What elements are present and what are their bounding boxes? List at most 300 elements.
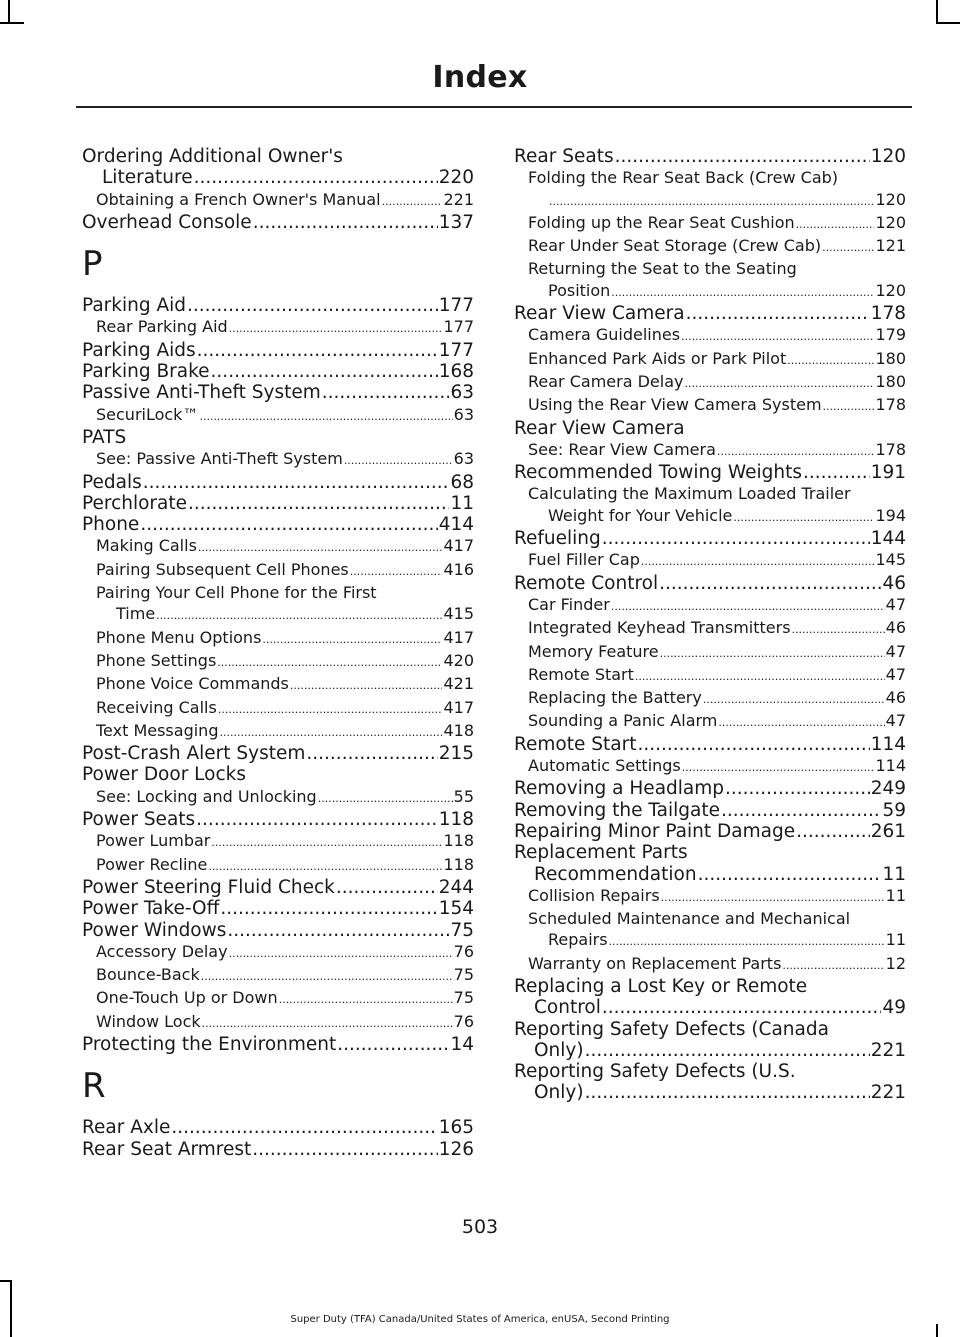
entry-title: Rear Axle [82, 1117, 171, 1139]
entry-title: Replacing a Lost Key or Remote [514, 975, 808, 997]
page-ref: 11 [882, 863, 906, 885]
header-rule [76, 106, 912, 108]
page-ref: 49 [882, 997, 906, 1019]
index-subentry [514, 549, 906, 572]
entry-title: Protecting the Environment [82, 1033, 337, 1055]
entry-title: Power Steering Fluid Check [82, 876, 335, 898]
entry-title: Using the Rear View Camera System [528, 395, 822, 415]
entry-row [514, 212, 906, 235]
entry-title: Rear Under Seat Storage (Crew Cab) [528, 236, 822, 256]
entry-title-continued: Weight for Your Vehicle [548, 505, 733, 525]
dot-leader [822, 237, 874, 258]
entry-title: Removing a Headlamp [514, 778, 725, 800]
entry-title: Bounce-Back [96, 965, 200, 985]
crop-mark [936, 22, 960, 24]
page-ref: 178 [875, 439, 906, 459]
entry-title: Text Messaging [96, 720, 219, 740]
entry-row [514, 929, 906, 952]
entry-title: Memory Feature [528, 641, 659, 661]
dot-leader [703, 689, 885, 710]
entry-row [514, 303, 906, 324]
index-entry [514, 976, 906, 1019]
footer-text: Super Duty (TFA) Canada/United States of America, enUSA, Second Printing [290, 1314, 670, 1325]
page-ref: 221 [870, 1082, 906, 1104]
index-subentry [82, 941, 474, 964]
index-subentry [514, 439, 906, 462]
entry-row [82, 720, 474, 743]
index-column-right [514, 146, 906, 1104]
entry-title-continued: Position [548, 280, 611, 300]
dot-leader [611, 596, 885, 617]
entry-title: Parking Aid [82, 295, 187, 317]
index-entry [82, 1117, 474, 1138]
dot-leader [615, 146, 870, 167]
dot-leader [199, 406, 452, 427]
dot-leader [635, 666, 885, 687]
entry-row [514, 1040, 906, 1061]
entry-row [514, 528, 906, 549]
page-ref: 177 [438, 339, 474, 361]
entry-row [82, 830, 474, 853]
dot-leader [681, 326, 874, 347]
dot-leader [682, 757, 875, 778]
entry-title: Remote Control [514, 572, 659, 594]
entry-title: Rear View Camera [514, 303, 685, 325]
dot-leader [229, 318, 443, 339]
entry-row [82, 1034, 474, 1055]
dot-leader [196, 809, 438, 830]
entry-row [82, 743, 474, 764]
entry-row [82, 448, 474, 471]
entry-title: Camera Guidelines [528, 325, 681, 345]
index-subentry [82, 854, 474, 877]
entry-title: Power Seats [82, 809, 196, 831]
index-entry [82, 361, 474, 382]
index-subentry [514, 594, 906, 617]
entry-row [82, 854, 474, 877]
entry-title: Replacement Parts [514, 842, 688, 864]
dot-leader [787, 350, 874, 371]
dot-leader [253, 212, 438, 233]
entry-row [82, 809, 474, 830]
page-ref: 221 [443, 189, 474, 209]
dot-leader [227, 920, 449, 941]
entry-row [514, 821, 906, 842]
entry-title: Refueling [514, 528, 601, 550]
entry-title: Remote Start [514, 733, 637, 755]
entry-title: Automatic Settings [528, 756, 681, 776]
entry-title: Phone Voice Commands [96, 674, 289, 694]
index-subentry [514, 235, 906, 258]
entry-row [82, 559, 474, 582]
index-subentry [514, 394, 906, 417]
dot-leader [252, 1139, 437, 1160]
dot-leader [609, 931, 885, 952]
index-entry [82, 146, 474, 189]
entry-title: Remote Start [528, 664, 634, 684]
dot-leader [796, 821, 870, 842]
entry-title: Perchlorate [82, 492, 188, 514]
index-subentry [82, 627, 474, 650]
dot-leader [318, 788, 453, 809]
page-ref: 416 [443, 559, 474, 579]
entry-row [82, 361, 474, 382]
entry-row [82, 941, 474, 964]
index-entry [514, 1019, 906, 1062]
dot-leader [220, 898, 437, 919]
dot-leader [219, 722, 442, 743]
page-ref: 137 [438, 211, 474, 233]
entry-row [82, 898, 474, 919]
page-ref: 47 [885, 711, 906, 731]
index-entry [82, 877, 474, 898]
entry-title: Folding the Rear Seat Back (Crew Cab) [528, 168, 839, 188]
page-ref: 261 [870, 820, 906, 842]
entry-row [82, 1011, 474, 1034]
page-ref: 63 [453, 449, 474, 469]
entry-row [82, 493, 474, 514]
entry-title: Pairing Your Cell Phone for the First [96, 583, 377, 603]
index-subentry [514, 348, 906, 371]
index-subentry [514, 908, 906, 953]
entry-row [514, 146, 906, 167]
page-ref: 179 [875, 325, 906, 345]
page-ref: 114 [875, 756, 906, 776]
section-letter: R [82, 1066, 106, 1107]
page-ref: 75 [453, 988, 474, 1008]
entry-title: Receiving Calls [96, 697, 217, 717]
entry-title: Accessory Delay [96, 941, 228, 961]
page-ref: 63 [453, 404, 474, 424]
entry-row [514, 594, 906, 617]
page-ref: 47 [885, 594, 906, 614]
dot-leader [217, 652, 442, 673]
index-entry [514, 418, 906, 439]
page-ref: 180 [875, 371, 906, 391]
entry-row [514, 1082, 906, 1103]
entry-title: Pairing Subsequent Cell Phones [96, 559, 349, 579]
entry-row [514, 371, 906, 394]
index-subentry [82, 830, 474, 853]
index-column-left [82, 146, 474, 1160]
page-ref: 145 [875, 550, 906, 570]
page-ref: 144 [870, 528, 906, 550]
index-entry [82, 340, 474, 361]
index-entry [514, 462, 906, 483]
page-ref: 420 [443, 650, 474, 670]
dot-leader [336, 877, 438, 898]
dot-leader [197, 340, 438, 361]
entry-title: Collision Repairs [528, 885, 660, 905]
entry-title: Obtaining a French Owner's Manual [96, 189, 381, 209]
entry-row [514, 885, 906, 908]
dot-leader [279, 989, 453, 1010]
index-subentry [514, 258, 906, 303]
index-entry [82, 764, 474, 785]
dot-leader [796, 214, 875, 235]
index-subentry [514, 324, 906, 347]
entry-title: Repairing Minor Paint Damage [514, 820, 796, 842]
dot-leader [187, 295, 438, 316]
entry-row [82, 189, 474, 212]
dot-leader [721, 800, 881, 821]
entry-title: Overhead Console [82, 211, 252, 233]
index-entry [514, 573, 906, 594]
index-subentry [514, 885, 906, 908]
index-entry [514, 146, 906, 167]
dot-leader [602, 528, 870, 549]
entry-row [82, 295, 474, 316]
index-subentry [82, 448, 474, 471]
entry-row [514, 953, 906, 976]
page-ref: 180 [875, 348, 906, 368]
dot-leader [717, 441, 875, 462]
page-ref: 14 [450, 1033, 474, 1055]
entry-row [82, 1117, 474, 1138]
page-ref: 120 [875, 280, 906, 300]
entry-title: Fuel Filler Cap [528, 550, 640, 570]
entry-row [82, 472, 474, 493]
entry-title: One-Touch Up or Down [96, 988, 278, 1008]
dot-leader [211, 832, 442, 853]
page-title: Index [432, 60, 528, 95]
entry-title: See: Locking and Unlocking [96, 786, 317, 806]
index-subentry [514, 167, 906, 212]
page-ref: 120 [875, 189, 906, 209]
entry-row [514, 348, 906, 371]
entry-title: PATS [82, 426, 127, 448]
dot-leader [718, 712, 884, 733]
page-ref: 417 [443, 536, 474, 556]
index-subentry [82, 582, 474, 627]
dot-leader [733, 507, 874, 528]
entry-row [514, 394, 906, 417]
page-ref: 120 [870, 146, 906, 167]
index-entry [514, 1061, 906, 1104]
entry-row [514, 710, 906, 733]
dot-leader [602, 997, 882, 1018]
entry-title: Removing the Tailgate [514, 799, 720, 821]
entry-row [514, 687, 906, 710]
index-entry [82, 809, 474, 830]
entry-title: Rear View Camera [514, 417, 685, 439]
index-entry [82, 382, 474, 403]
index-subentry [514, 617, 906, 640]
index-subentry [514, 641, 906, 664]
entry-row [514, 189, 906, 212]
section-letter: P [82, 244, 103, 285]
entry-title: Making Calls [96, 536, 197, 556]
page-ref: 418 [443, 720, 474, 740]
page-ref: 11 [885, 930, 906, 950]
index-entry [82, 427, 474, 448]
dot-leader [684, 373, 874, 394]
dot-leader [344, 450, 453, 471]
entry-title: Scheduled Maintenance and Mechanical [528, 909, 851, 929]
entry-title: Returning the Seat to the Seating [528, 259, 797, 279]
entry-title: Phone [82, 514, 140, 536]
dot-leader [322, 382, 450, 403]
page-ref: 118 [443, 854, 474, 874]
entry-title: Reporting Safety Defects (U.S. [514, 1061, 796, 1083]
index-entry [514, 821, 906, 842]
dot-leader [218, 699, 443, 720]
entry-row [514, 997, 906, 1018]
page-ref: 46 [885, 618, 906, 638]
entry-title: Replacing the Battery [528, 688, 702, 708]
entry-title-continued: Recommendation [534, 863, 697, 885]
page-ref: 11 [450, 492, 474, 514]
entry-title-continued: Repairs [548, 930, 608, 950]
dot-leader [823, 396, 875, 417]
index-subentry [82, 964, 474, 987]
index-subentry [82, 673, 474, 696]
entry-row [514, 573, 906, 594]
index-subentry [82, 720, 474, 743]
dot-leader [229, 943, 453, 964]
entry-title-continued: Only) [534, 1039, 584, 1061]
dot-leader [661, 887, 885, 908]
page-ref: 120 [875, 212, 906, 232]
crop-mark [936, 0, 938, 24]
entry-title: Pedals [82, 471, 142, 493]
page-ref: 168 [438, 361, 474, 383]
entry-row [82, 650, 474, 673]
page-ref: 75 [453, 965, 474, 985]
page-ref: 421 [443, 674, 474, 694]
entry-title: Parking Brake [82, 361, 210, 383]
entry-title-continued: Literature [102, 167, 193, 189]
page-ref: 414 [438, 514, 474, 536]
entry-title: Phone Menu Options [96, 627, 262, 647]
page-ref: 154 [438, 898, 474, 920]
index-subentry [82, 535, 474, 558]
index-entry [82, 212, 474, 233]
dot-leader [202, 1013, 453, 1034]
entry-row [514, 864, 906, 885]
dot-leader [171, 1117, 437, 1138]
page-ref: 46 [885, 688, 906, 708]
entry-row [82, 964, 474, 987]
entry-row [82, 627, 474, 650]
entry-title: Parking Aids [82, 339, 196, 361]
entry-title: Window Lock [96, 1011, 201, 1031]
page-ref: 47 [885, 641, 906, 661]
page-ref: 177 [443, 317, 474, 337]
crop-mark [8, 0, 10, 24]
page-ref: 415 [443, 604, 474, 624]
entry-row [82, 316, 474, 339]
page-ref: 75 [450, 919, 474, 941]
entry-title: Rear Seat Armrest [82, 1138, 252, 1160]
page-ref: 194 [875, 505, 906, 525]
page-ref: 76 [453, 1011, 474, 1031]
entry-title: Warranty on Replacement Parts [528, 953, 782, 973]
page-ref: 177 [438, 295, 474, 317]
page-ref: 12 [885, 953, 906, 973]
page-ref: 417 [443, 697, 474, 717]
entry-row [82, 673, 474, 696]
entry-row [82, 167, 474, 188]
page-ref: 249 [870, 778, 906, 800]
index-entry [82, 898, 474, 919]
entry-title: Post-Crash Alert System [82, 743, 306, 765]
index-subentry [82, 189, 474, 212]
index-entry [82, 920, 474, 941]
crop-mark [0, 1280, 12, 1282]
index-subentry [514, 755, 906, 778]
page-ref: 221 [870, 1039, 906, 1061]
dot-leader [585, 1040, 870, 1061]
index-subentry [514, 483, 906, 528]
entry-title-continued: Time [116, 604, 156, 624]
entry-title: Integrated Keyhead Transmitters [528, 618, 791, 638]
entry-row [514, 617, 906, 640]
page-ref: 178 [870, 303, 906, 325]
page-ref: 63 [450, 382, 474, 404]
entry-row [82, 382, 474, 403]
dot-leader [201, 966, 453, 987]
page-ref: 59 [882, 799, 906, 821]
entry-title: See: Rear View Camera [528, 439, 716, 459]
entry-row [514, 549, 906, 572]
page-ref: 55 [453, 786, 474, 806]
dot-leader [194, 167, 438, 188]
index-entry [82, 743, 474, 764]
entry-title: Rear Camera Delay [528, 371, 684, 391]
entry-title: Reporting Safety Defects (Canada [514, 1018, 829, 1040]
dot-leader [698, 864, 882, 885]
entry-title: Calculating the Maximum Loaded Trailer [528, 484, 851, 504]
index-subentry [514, 710, 906, 733]
index-entry [82, 295, 474, 316]
entry-row [514, 664, 906, 687]
dot-leader [660, 643, 885, 664]
entry-row [514, 641, 906, 664]
entry-row [82, 920, 474, 941]
entry-row [514, 778, 906, 799]
index-entry [82, 493, 474, 514]
page-ref: 47 [885, 664, 906, 684]
entry-row [82, 603, 474, 626]
dot-leader [337, 1034, 449, 1055]
index-entry [514, 778, 906, 799]
entry-title: See: Passive Anti-Theft System [96, 449, 343, 469]
crop-mark [936, 1324, 938, 1337]
dot-leader [641, 551, 875, 572]
entry-row [514, 235, 906, 258]
index-subentry [82, 404, 474, 427]
index-entry [82, 514, 474, 535]
index-entry [514, 303, 906, 324]
page-number: 503 [461, 1216, 499, 1238]
index-subentry [82, 316, 474, 339]
dot-leader [792, 619, 885, 640]
dot-leader [782, 955, 884, 976]
dot-leader [306, 743, 437, 764]
index-subentry [514, 212, 906, 235]
dot-leader [188, 493, 449, 514]
page-ref: 118 [438, 809, 474, 831]
crop-mark [0, 22, 24, 24]
index-subentry [514, 953, 906, 976]
entry-title: SecuriLock™ [96, 404, 199, 424]
entry-row [82, 987, 474, 1010]
index-entry [82, 1034, 474, 1055]
index-entry [82, 1139, 474, 1160]
entry-title: Power Recline [96, 854, 208, 874]
page-ref: 178 [875, 395, 906, 415]
